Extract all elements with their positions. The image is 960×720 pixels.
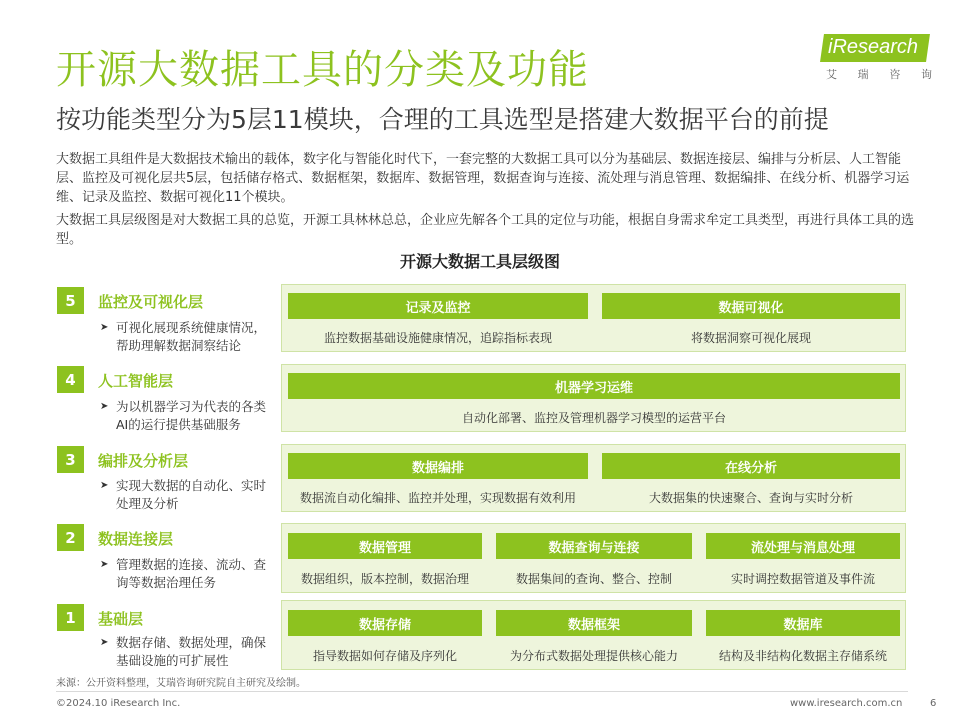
chart-title: 开源大数据工具层级图	[399, 252, 560, 271]
layer-panel	[281, 444, 906, 512]
intro-paragraph-2: 大数据工具层级图是对大数据工具的总览，开源工具林林总总，企业应先解各个工具的定位与功能，根据自身需求牟定工具类型，再进行具体工具的选型。	[56, 213, 915, 247]
arrow-bullet-icon: ➤	[100, 401, 109, 412]
layer-title: 人工智能层	[98, 372, 174, 390]
intro-paragraph-1: 大数据工具组件是大数据技术输出的载体，数字化与智能化时代下，一套完整的大数据工具可以分为基础层、数据连接层、编排与分析层、人工智能层、监控及可视化层共5层，包括储存格式、数据框架，数据库、数据管理，数据查询与连接、流处理与消息管理、数据编排、在线分析、机器学习运维、记录及监控、数据可视化11个模块。	[56, 152, 910, 205]
layer-number: 4	[57, 366, 84, 393]
module-description: 将数据洞察可视化展现	[690, 331, 811, 345]
layer-description-text: 实现大数据的自动化、实时处理及分析	[116, 478, 267, 511]
module-header: 数据框架	[496, 610, 692, 636]
layer-panel	[281, 284, 906, 352]
layer-panel	[281, 364, 906, 432]
layer-description-text: 可视化展现系统健康情况，帮助理解数据洞察结论	[116, 320, 267, 353]
arrow-bullet-icon: ➤	[100, 322, 109, 333]
module-description: 指导数据如何存储及序列化	[312, 649, 457, 663]
module-description: 大数据集的快速聚合、查询与实时分析	[648, 491, 853, 505]
module-header: 机器学习运维	[288, 373, 900, 399]
website-link[interactable]: www.iresearch.com.cn	[790, 698, 903, 709]
layer-panel	[281, 523, 906, 593]
module-description: 数据集间的查询、整合、控制	[515, 572, 672, 586]
logo-char: 艾	[826, 68, 837, 81]
arrow-bullet-icon: ➤	[100, 637, 109, 648]
layer-title: 监控及可视化层	[98, 293, 204, 311]
logo-char: 瑞	[857, 68, 869, 81]
module-header: 数据编排	[288, 453, 588, 479]
module-description: 结构及非结构化数据主存储系统	[718, 649, 887, 663]
layer-description-text: 为以机器学习为代表的各类AI的运行提供基础服务	[116, 399, 267, 432]
module-header: 流处理与消息处理	[706, 533, 900, 559]
layer-description	[100, 398, 278, 434]
page-number: 6	[930, 698, 937, 709]
module-header: 在线分析	[602, 453, 900, 479]
module-description: 数据流自动化编排、监控并处理，实现数据有效利用	[299, 491, 576, 505]
layer-title: 基础层	[98, 610, 144, 628]
module-description: 监控数据基础设施健康情况，追踪指标表现	[323, 331, 552, 345]
module-header: 数据库	[706, 610, 900, 636]
module-description: 数据组织，版本控制，数据治理	[300, 572, 469, 586]
footer-divider	[56, 691, 908, 692]
layer-title: 数据连接层	[98, 530, 174, 548]
module-header: 数据管理	[288, 533, 482, 559]
module-header: 记录及监控	[288, 293, 588, 319]
copyright: ©2024.10 iResearch Inc.	[56, 698, 181, 709]
layer-description	[100, 319, 278, 355]
layer-number: 2	[57, 524, 84, 551]
logo-char: 咨	[889, 68, 901, 81]
layer-number: 1	[57, 604, 84, 631]
layer-description-text: 数据存储、数据处理，确保基础设施的可扩展性	[116, 635, 267, 668]
layer-description	[100, 634, 278, 670]
module-header: 数据存储	[288, 610, 482, 636]
layer-title: 编排及分析层	[98, 452, 189, 470]
layer-description-text: 管理数据的连接、流动、查询等数据治理任务	[116, 557, 267, 590]
layer-description	[100, 477, 278, 513]
page-subtitle: 按功能类型分为5层11模块，合理的工具选型是搭建大数据平台的前提	[56, 105, 829, 134]
iresearch-logo	[822, 30, 932, 86]
logo-char: 询	[920, 68, 932, 81]
logo-chinese-text	[826, 66, 932, 82]
layer-description	[100, 556, 278, 592]
arrow-bullet-icon: ➤	[100, 480, 109, 491]
layer-number: 5	[57, 287, 84, 314]
arrow-bullet-icon: ➤	[100, 559, 109, 570]
module-description: 为分布式数据处理提供核心能力	[509, 649, 678, 663]
module-header: 数据查询与连接	[496, 533, 692, 559]
module-description: 实时调控数据管道及事件流	[730, 572, 875, 586]
module-description: 自动化部署、监控及管理机器学习模型的运营平台	[461, 411, 726, 425]
page-title: 开源大数据工具的分类及功能	[56, 47, 589, 93]
source-note: 来源：公开资料整理，艾瑞咨询研究院自主研究及绘制。	[56, 678, 306, 689]
layer-panel	[281, 600, 906, 670]
logo-brand-text: iResearch	[828, 36, 919, 58]
layer-number: 3	[57, 446, 84, 473]
module-header: 数据可视化	[602, 293, 900, 319]
